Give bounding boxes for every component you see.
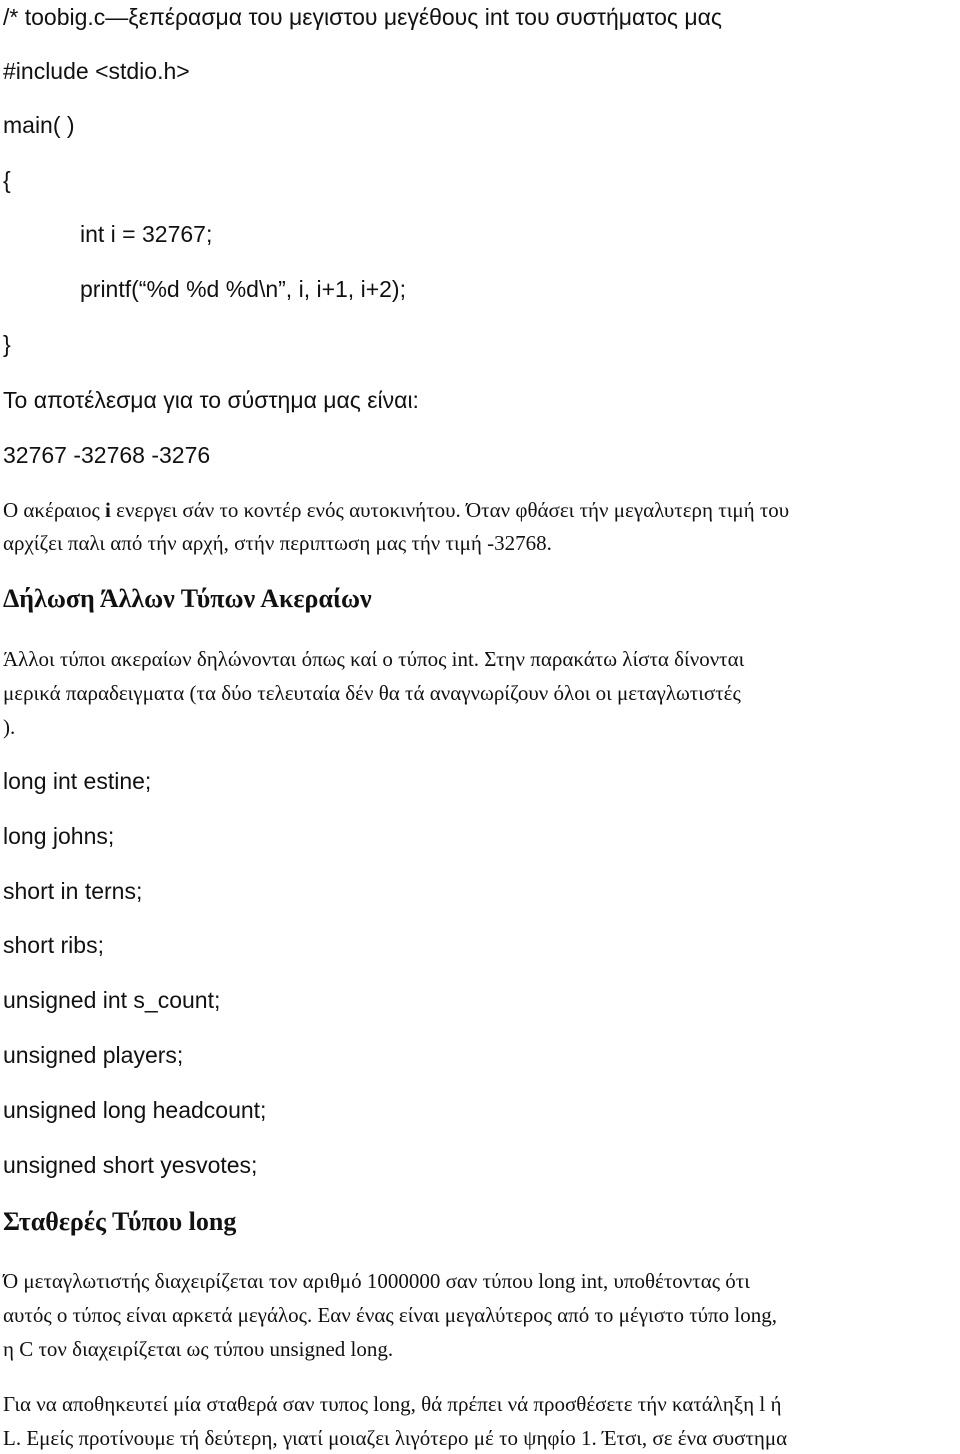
section2-paragraph1-line-3: η C τον διαχειρίζεται ως τύπου unsigned long. xyxy=(3,1337,394,1361)
declaration-line: short ribs; xyxy=(3,932,104,958)
section1-paragraph-line-2: μερικά παραδειγματα (τα δύο τελευταία δέν θα τά αναγνωρίζουν όλοι οι μεταγλωτιστές xyxy=(3,681,741,705)
section2-paragraph1-line-2: αυτός ο τύπος είναι αρκετά μεγάλος. Εαν ένας είναι μεγαλύτερος από το μέγιστο τύπο long, xyxy=(3,1303,777,1327)
section1-paragraph-line-3: ). xyxy=(3,715,16,739)
explanation-text-b: ενεργει σάν το κοντέρ ενός αυτοκινήτου. Όταν φθάσει τήν μεγαλυτερη τιμή του xyxy=(110,498,790,522)
section2-paragraph2-line-1: Για να αποθηκευτεί μία σταθερά σαν τυπος long, θά πρέπει νά προσθέσετε τήν κατάληξη l ή xyxy=(3,1392,782,1416)
declaration-line: unsigned players; xyxy=(3,1042,184,1068)
declaration-line: unsigned int s_count; xyxy=(3,987,221,1013)
code-include: #include <stdio.h> xyxy=(3,58,190,84)
result-label: Το αποτέλεσμα για το σύστημα μας είναι: xyxy=(3,387,419,413)
code-close-brace: } xyxy=(3,331,11,357)
declaration-line: long johns; xyxy=(3,823,115,849)
explanation-text-a: Ο ακέραιος xyxy=(3,498,106,522)
declaration-line: short in terns; xyxy=(3,878,143,904)
code-comment: /* toobig.c—ξεπέρασμα του μεγιστου μεγέθους int του συστήματος μας xyxy=(3,4,722,30)
code-open-brace: { xyxy=(3,167,11,193)
section1-paragraph-line-1: Άλλοι τύποι ακεραίων δηλώνονται όπως καί ο τύπος int. Στην παρακάτω λίστα δίνονται xyxy=(3,647,745,671)
code-main: main( ) xyxy=(3,112,75,138)
section2-paragraph2-line-2: L. Εμείς προτίνουμε τή δεύτερη, γιατί μοιαζει λιγότερο μέ το ψηφίο 1. Έτσι, σε ένα συστημα xyxy=(3,1426,788,1450)
explanation-line-1 xyxy=(3,495,789,525)
declaration-line: unsigned long headcount; xyxy=(3,1097,267,1123)
code-line-printf: printf(“%d %d %d\n”, i, i+1, i+2); xyxy=(80,276,406,302)
section-heading-long-constants: Σταθερές Τύπου long xyxy=(3,1207,237,1236)
section2-paragraph1-line-1: Ό μεταγλωτιστής διαχειρίζεται τον αριθμό 1000000 σαν τύπου long int, υποθέτοντας ότι xyxy=(3,1269,750,1293)
result-output: 32767 -32768 -3276 xyxy=(3,442,211,468)
declaration-line: unsigned short yesvotes; xyxy=(3,1152,258,1178)
code-line-declare: int i = 32767; xyxy=(80,221,213,247)
explanation-variable-i: i xyxy=(105,498,111,522)
section-heading-other-int-types: Δήλωση Άλλων Τύπων Ακεραίων xyxy=(3,584,372,613)
declaration-line: long int estine; xyxy=(3,768,152,794)
explanation-line-2: αρχίζει παλι από τήν αρχή, στήν περιπτωση μας τήν τιμή -32768. xyxy=(3,531,552,555)
